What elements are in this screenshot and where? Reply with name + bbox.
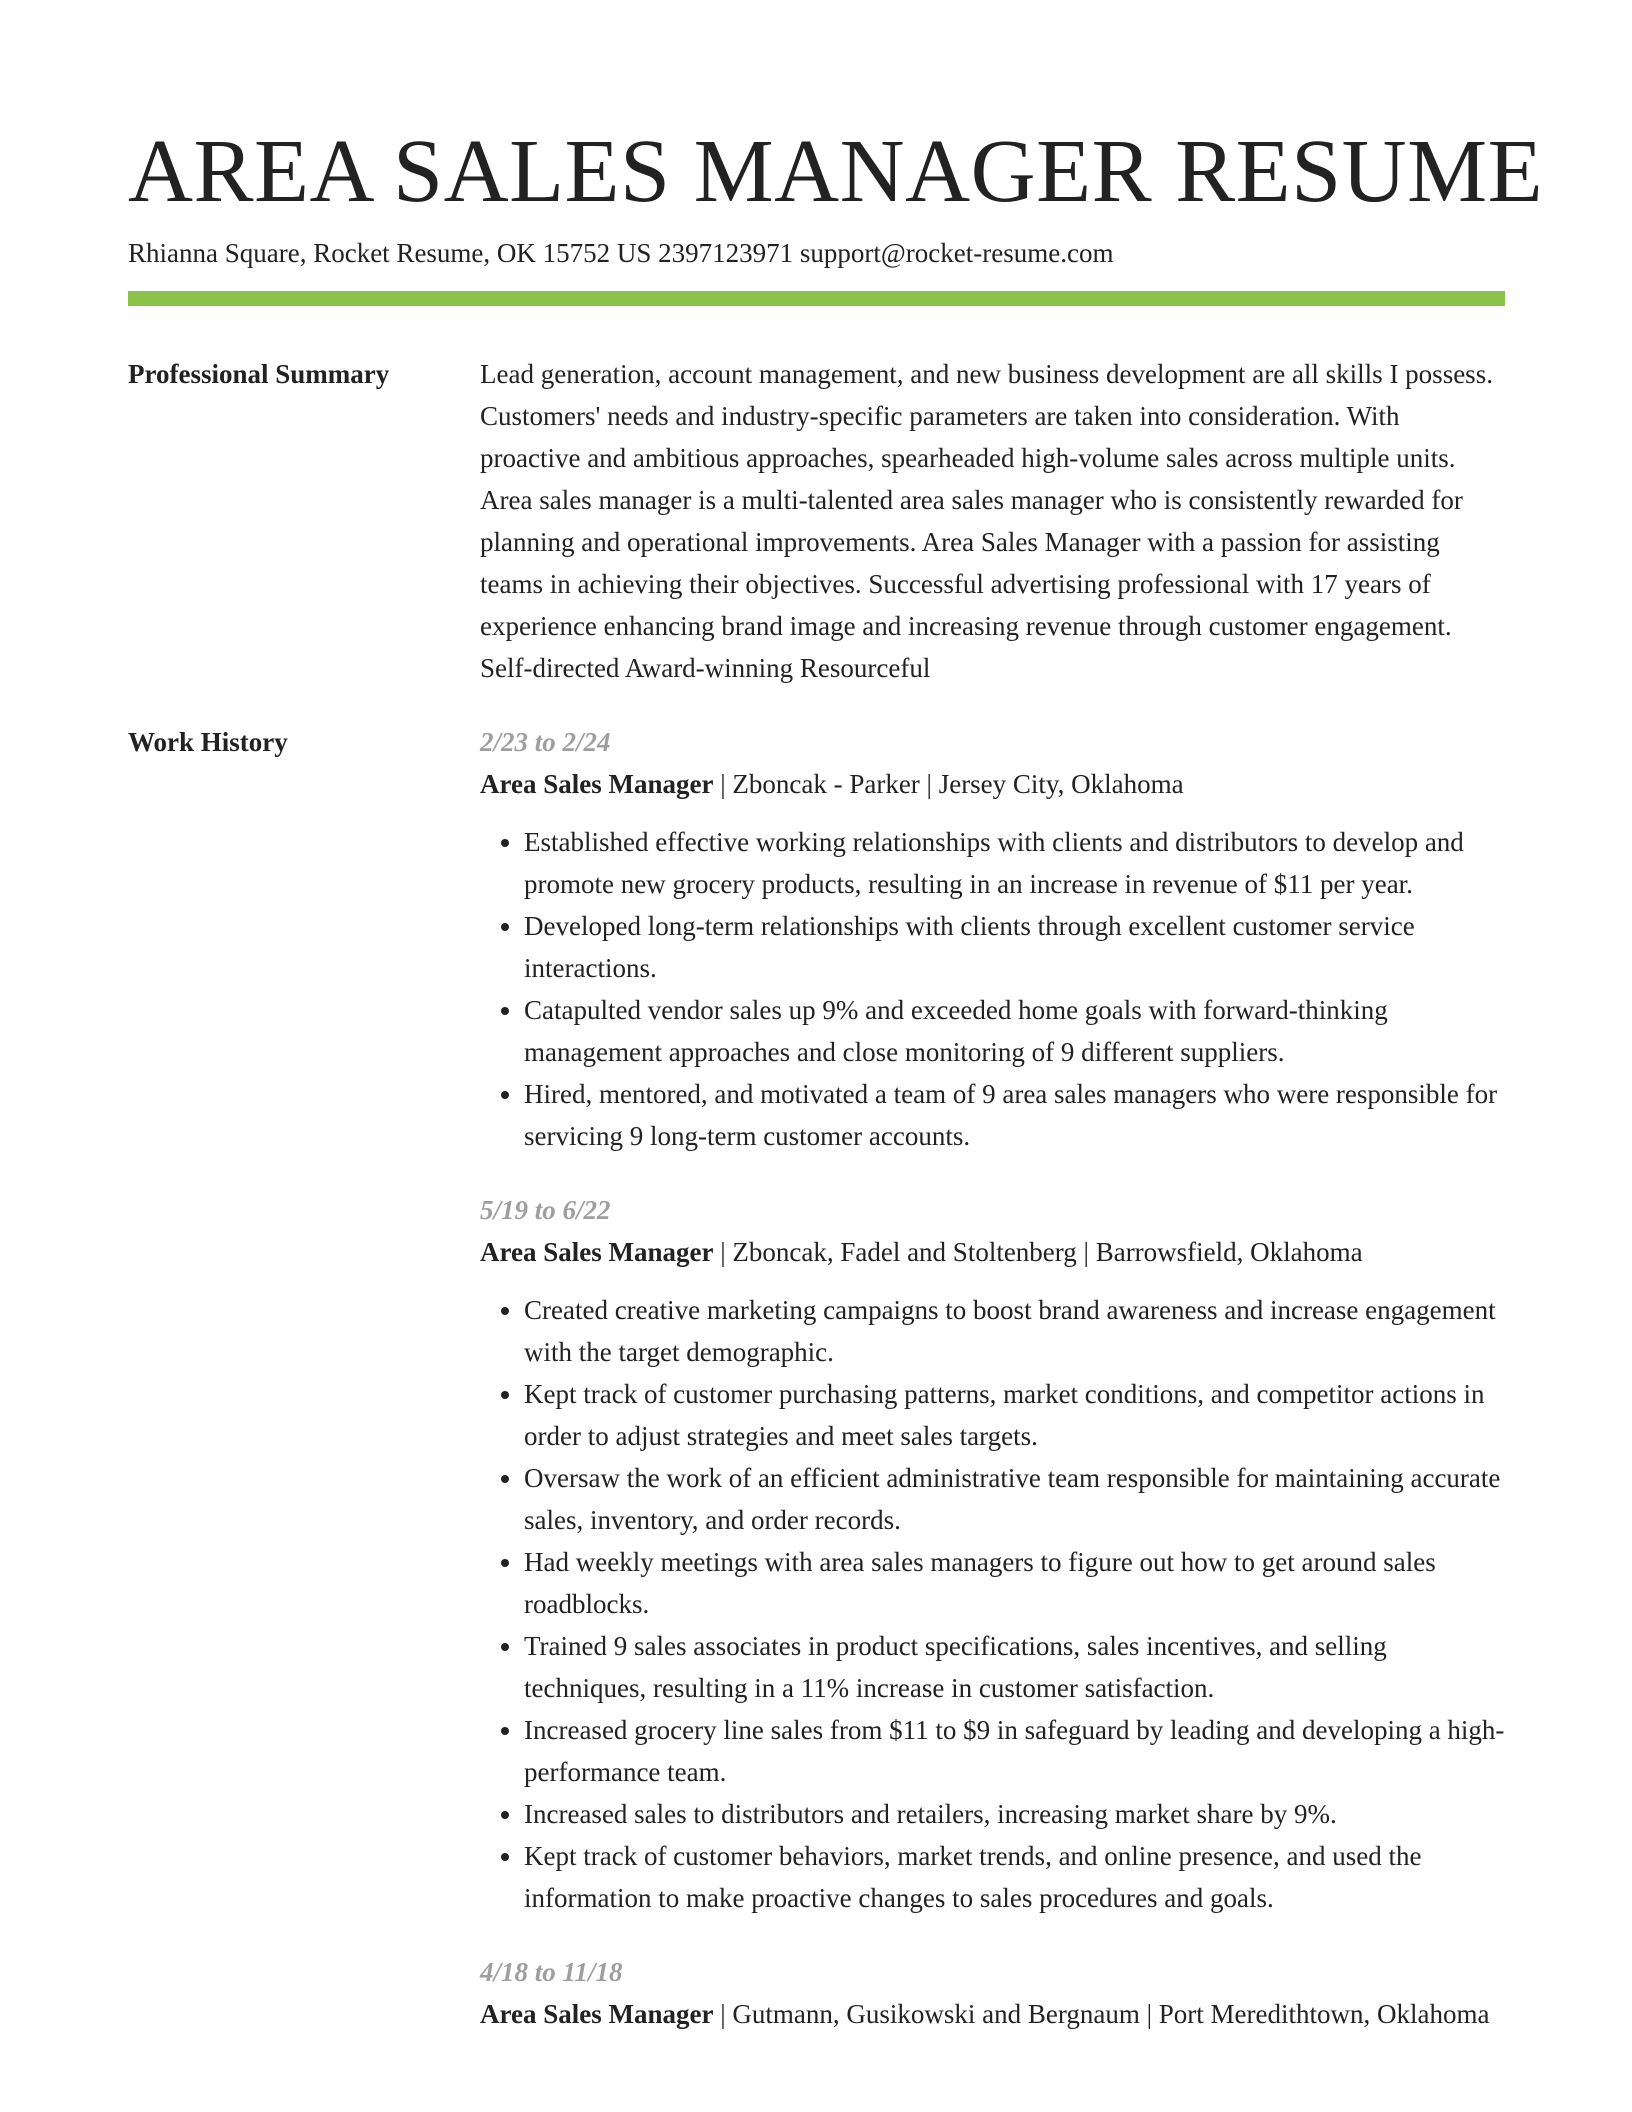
job-bullet-list [480,821,1505,1157]
job-entry [480,721,1505,1157]
job-bullet-list [480,1289,1505,1919]
job-title: Area Sales Manager [480,769,714,799]
work-history-body [480,721,1505,2067]
job-dates: 5/19 to 6/22 [480,1195,611,1225]
work-history-section [128,721,1505,2067]
list-item: • Kept track of customer purchasing patterns, market conditions, and competitor actions in order to adjust strategies and meet sales targets. [524,1373,1505,1457]
list-item: • Developed long-term relationships with clients through excellent customer service interactions. [524,905,1505,989]
contact-info: Rhianna Square, Rocket Resume, OK 15752 US 2397123971 support@rocket-resume.com [128,238,1114,268]
accent-divider [128,291,1505,306]
list-item: • Increased grocery line sales from $11 to $9 in safeguard by leading and developing a high-performance team. [524,1709,1505,1793]
job-dates: 2/23 to 2/24 [480,727,611,757]
job-title: Area Sales Manager [480,1237,714,1267]
summary-text: Lead generation, account management, and new business development are all skills I possess. Customers' needs and industry-specific parameters are taken into consideration. With proactive and ambitious approaches, spearheaded high-volume sales across multiple units. Area sales manager is a multi-talented area sales manager who is consistently rewarded for planning and operational improvements. Area Sales Manager with a passion for assisting teams in achieving their objectives. Successful advertising professional with 17 years of experience enhancing brand image and increasing revenue through customer engagement. Self-directed Award-winning Resourceful [480,359,1493,683]
job-company-location: | Zboncak, Fadel and Stoltenberg | Barrowsfield, Oklahoma [713,1237,1363,1267]
job-heading [480,1231,1505,1273]
list-item: • Catapulted vendor sales up 9% and exceeded home goals with forward-thinking management approaches and close monitoring of 9 different suppliers. [524,989,1505,1073]
job-entry [480,1189,1505,1919]
job-dates: 4/18 to 11/18 [480,1957,623,1987]
section-label-work-history: Work History [128,727,288,757]
list-item: • Increased sales to distributors and retailers, increasing market share by 9%. [524,1793,1505,1835]
list-item: • Kept track of customer behaviors, market trends, and online presence, and used the information to make proactive changes to sales procedures and goals. [524,1835,1505,1919]
list-item: • Trained 9 sales associates in product specifications, sales incentives, and selling techniques, resulting in a 11% increase in customer satisfaction. [524,1625,1505,1709]
job-entry [480,1951,1505,2035]
professional-summary-section [128,353,1505,689]
resume-title: AREA SALES MANAGER RESUME [128,122,1544,221]
list-item: • Oversaw the work of an efficient administrative team responsible for maintaining accurate sales, inventory, and order records. [524,1457,1505,1541]
job-company-location: | Gutmann, Gusikowski and Bergnaum | Port Meredithtown, Oklahoma [713,1999,1490,2029]
list-item: • Established effective working relationships with clients and distributors to develop and promote new grocery products, resulting in an increase in revenue of $11 per year. [524,821,1505,905]
job-heading [480,1993,1505,2035]
job-title: Area Sales Manager [480,1999,714,2029]
job-company-location: | Zboncak - Parker | Jersey City, Oklahoma [713,769,1184,799]
job-heading [480,763,1505,805]
summary-body [480,353,1505,689]
list-item: • Had weekly meetings with area sales managers to figure out how to get around sales roadblocks. [524,1541,1505,1625]
section-label-summary: Professional Summary [128,359,390,389]
resume-page [128,0,1544,2067]
list-item: • Hired, mentored, and motivated a team of 9 area sales managers who were responsible for servicing 9 long-term customer accounts. [524,1073,1505,1157]
list-item: • Created creative marketing campaigns to boost brand awareness and increase engagement with the target demographic. [524,1289,1505,1373]
